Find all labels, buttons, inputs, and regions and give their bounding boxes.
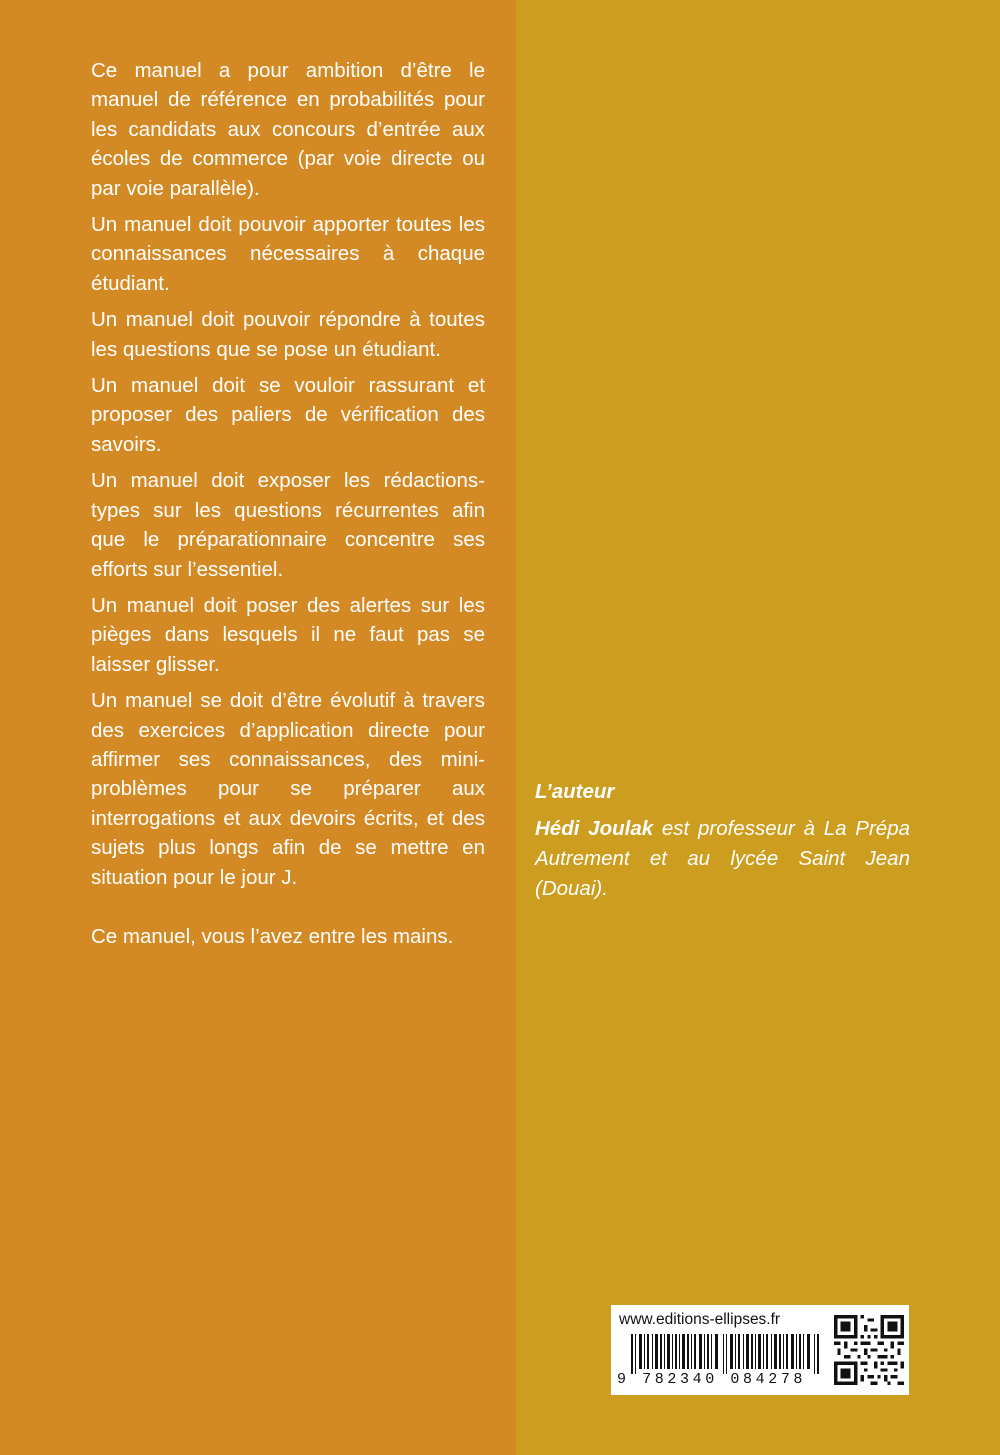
blurb-paragraph-4: Un manuel doit se vouloir rassurant et proposer des paliers de vérification des savoirs. <box>91 374 485 456</box>
blurb-paragraph-5: Un manuel doit exposer les rédactions-types sur les questions récurrentes afin que le préparationnaire concentre ses efforts sur l’essentiel. <box>91 469 485 581</box>
author-name: Hédi Joulak <box>535 817 654 840</box>
publisher-website: www.editions-ellipses.fr <box>619 1311 781 1328</box>
blurb-paragraph-6: Un manuel doit poser des alertes sur les pièges dans lesquels il ne faut pas se laisser glisser. <box>91 593 485 676</box>
author-heading: L’auteur <box>535 780 615 803</box>
qr-code <box>834 1313 904 1387</box>
author-section <box>535 777 910 904</box>
right-panel <box>516 0 1000 1455</box>
blurb-paragraph-1: Ce manuel a pour ambition d’être le manuel de référence en probabilités pour les candidats aux concours d’entrée aux écoles de commerce (par voie directe ou par voie parallèle). <box>91 59 485 200</box>
isbn-barcode-box <box>611 1305 909 1395</box>
author-bio <box>535 814 910 904</box>
author-bio-text: est professeur à La Prépa Autrement et au lycée Saint Jean (Douai). <box>535 817 910 900</box>
isbn-digits: 9 782340 084278 <box>617 1371 807 1388</box>
book-blurb <box>91 56 485 958</box>
blurb-paragraph-7: Un manuel se doit d’être évolutif à travers des exercices d’application directe pour affirmer ses connaissances, des mini-problèmes pour se préparer aux interrogations et aux devoirs écrits, et des sujets plus longs afin de se mettre en situation pour le jour J. <box>91 689 485 889</box>
blurb-paragraph-2: Un manuel doit pouvoir apporter toutes les connaissances nécessaires à chaque étudiant. <box>91 213 485 295</box>
blurb-paragraph-3: Un manuel doit pouvoir répondre à toutes les questions que se pose un étudiant. <box>91 308 485 361</box>
barcode-image <box>631 1334 821 1374</box>
blurb-closing: Ce manuel, vous l’avez entre les mains. <box>91 924 454 948</box>
